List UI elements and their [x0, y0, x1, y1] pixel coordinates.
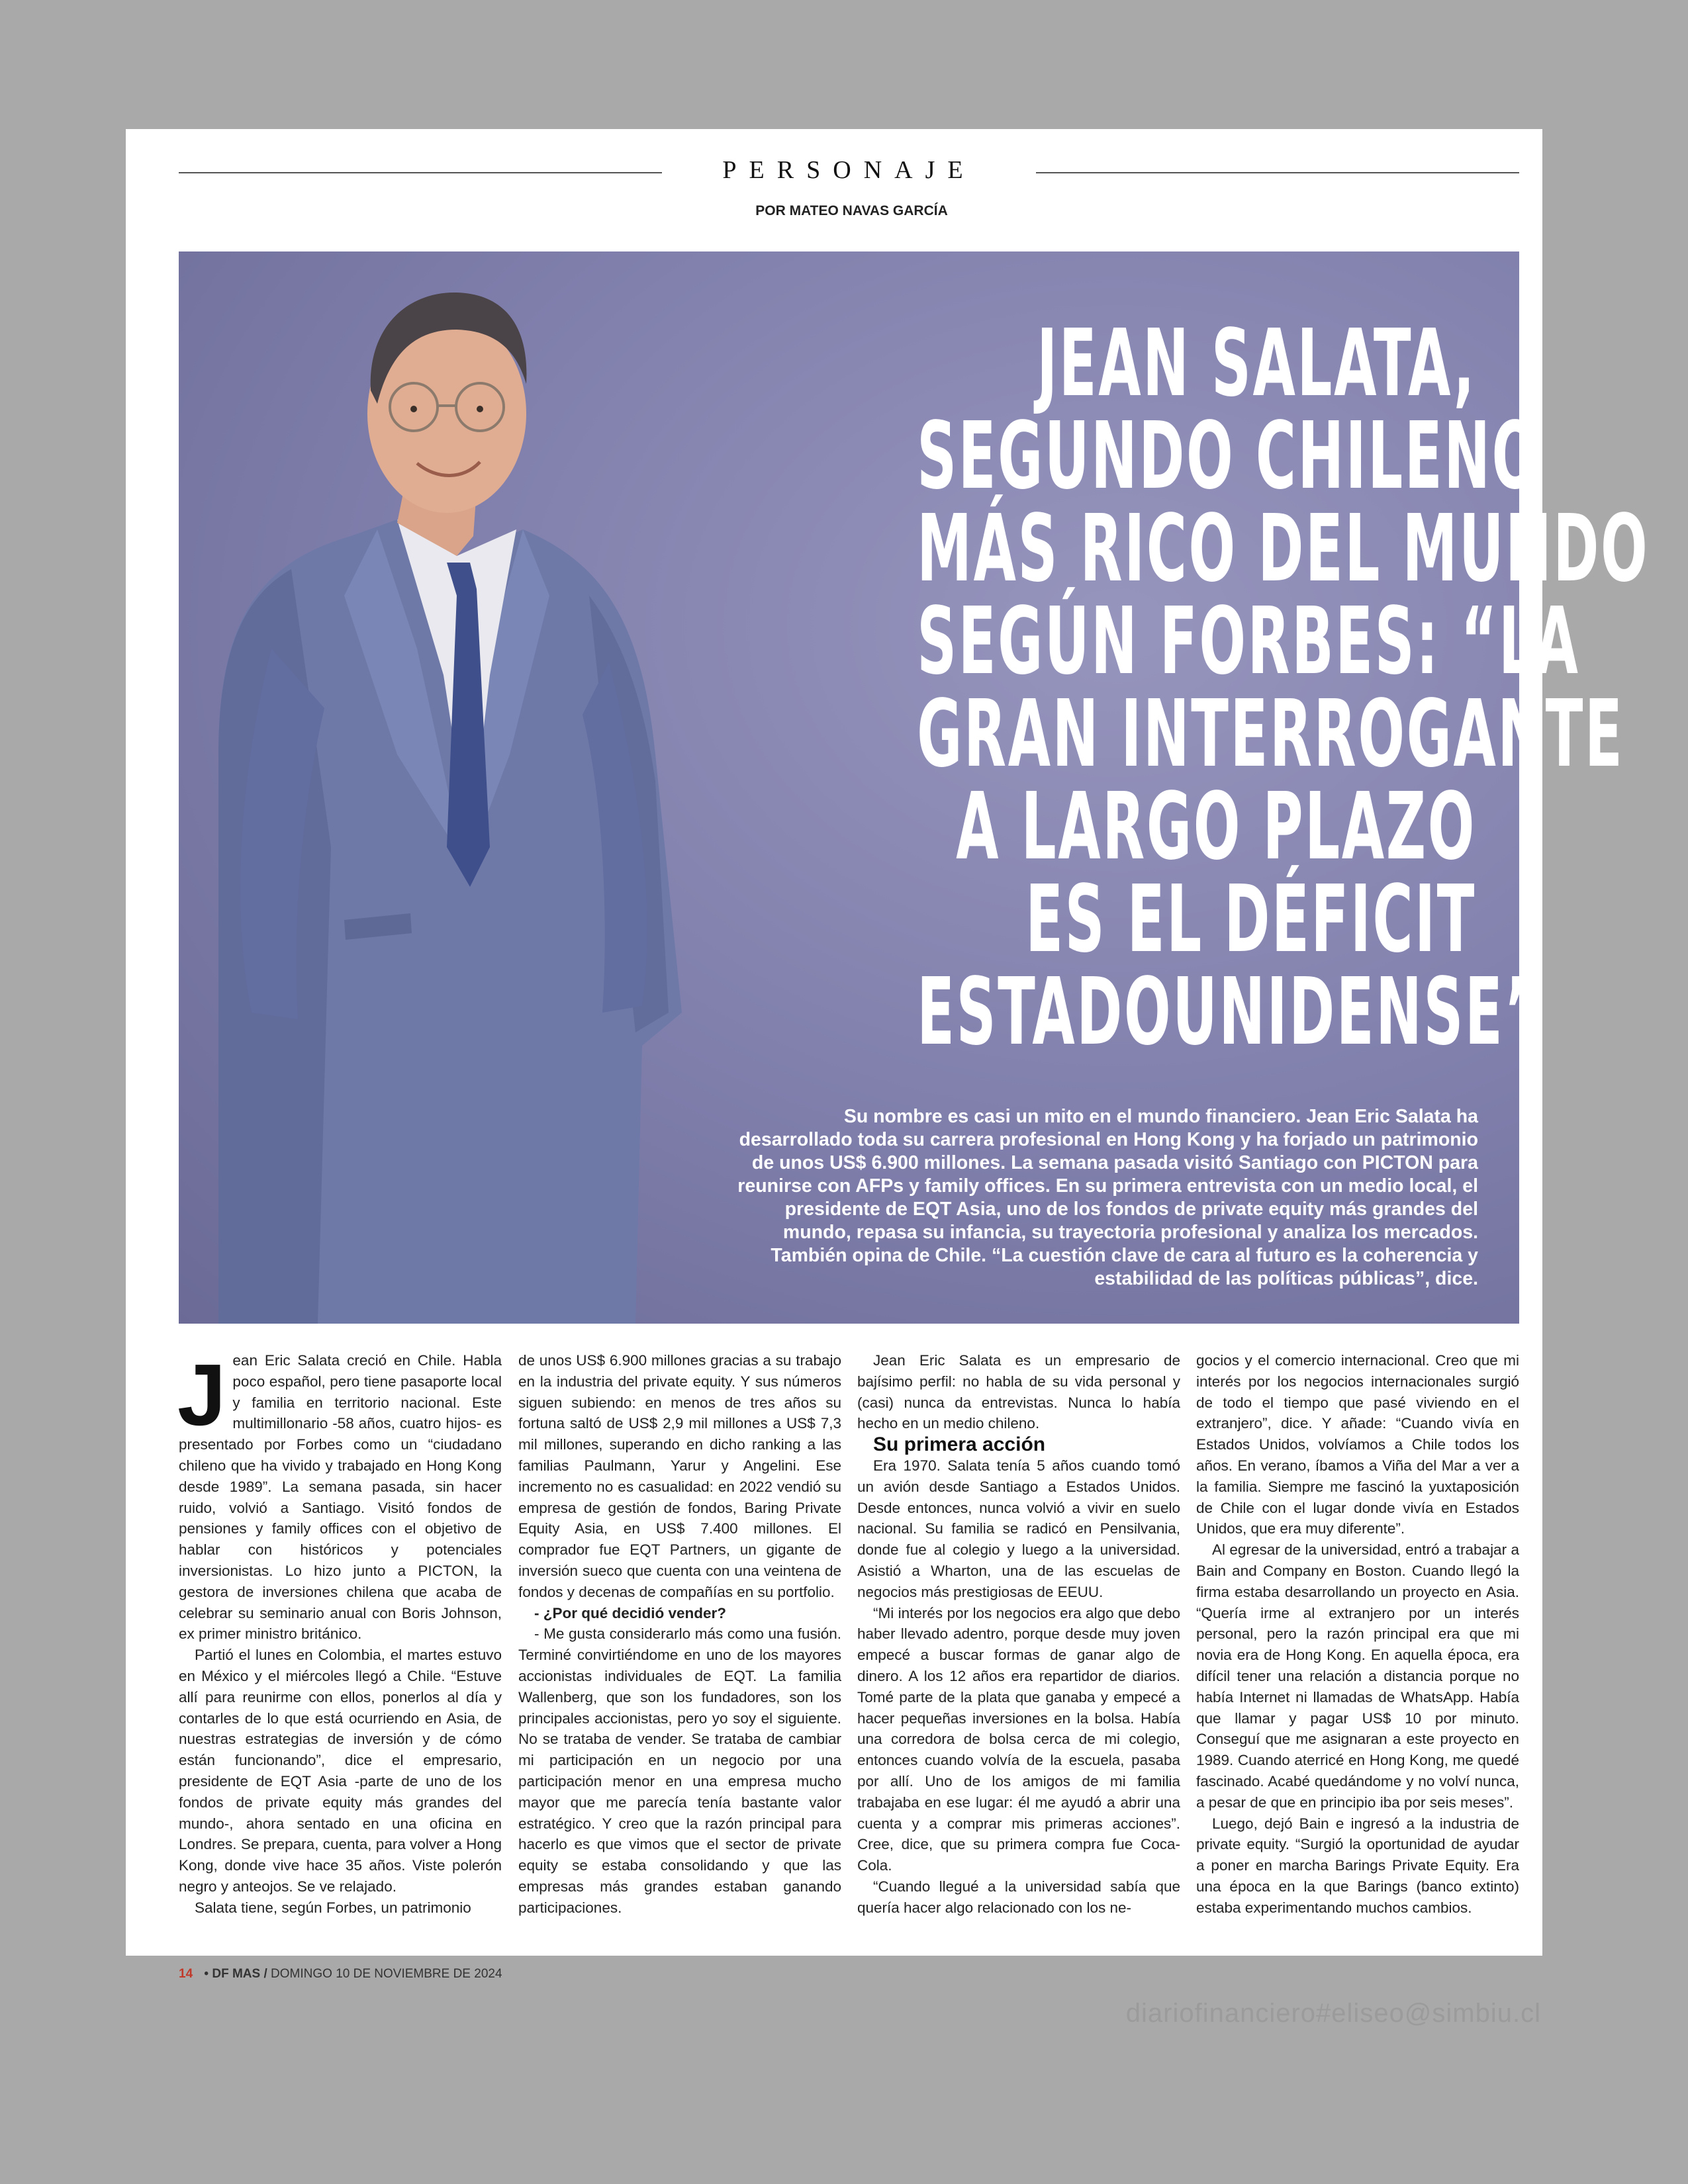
subheading: Su primera acción	[873, 1433, 1046, 1456]
headline	[917, 310, 1650, 1066]
headline-line: JEAN SALATA,	[1037, 310, 1476, 418]
headline-line: MÁS RICO DEL MUNDO	[917, 495, 1650, 603]
column-4	[1196, 1350, 1519, 1919]
portrait-illustration	[179, 251, 682, 1324]
article-body	[177, 1346, 1519, 1919]
byline: POR MATEO NAVAS GARCÍA	[755, 203, 948, 218]
page-number: 14	[179, 1967, 193, 1981]
paragraph	[177, 1346, 502, 1645]
headline-line: GRAN INTERROGANTE	[917, 680, 1624, 788]
paragraph: Salata tiene, según Forbes, un patrimonio	[195, 1899, 471, 1916]
paragraph: Luego, dejó Bain e ingresó a la industria de private equity. “Surgió la oportunidad de ayudar a poner en marcha Barings Private Equity. Era una época en la que Barings (banco extinto) estaba experimentando muchos cambios.	[1196, 1815, 1519, 1916]
paragraph: gocios y el comercio internacional. Creo que mi interés por los negocios internacionales surgió de todo el tiempo que pasé viviendo en el extranjero”, dice. Y añade: “Cuando vivía en Estados Unidos, volvíamos a Chile todos los años. En verano, íbamos a Viña del Mar a ver a la familia. Siempre me fascinó la yuxtaposición de Chile con el lugar donde vivía en Estados Unidos, que era muy diferente”.	[1196, 1352, 1519, 1537]
paragraph: Al egresar de la universidad, entró a trabajar a Bain and Company en Boston. Cuando llegó la firma estaba desarrollando un proyecto en Asia. “Quería irme al extranjero por un interés personal, pero la razón principal era que mi novia era de Hong Kong. En aquella época, era difícil tener una relación a distancia porque no había Internet ni llamadas de WhatsApp. Había que llamar y pagar US$ 10 por minuto. Conseguí que me asignaran a este proyecto en 1989. Cuando aterricé en Hong Kong, me quedé fascinado. Acabé quedándome y no volví nunca, a pesar de que en principio iba por seis meses”.	[1196, 1541, 1519, 1811]
column-2	[518, 1350, 841, 1919]
interview-question: - ¿Por qué decidió vender?	[534, 1604, 727, 1621]
paragraph: “Cuando llegué a la universidad sabía que quería hacer algo relacionado con los ne-	[857, 1878, 1180, 1916]
issue-date: DOMINGO 10 DE NOVIEMBRE DE 2024	[271, 1967, 502, 1981]
magazine-page	[126, 129, 1650, 1956]
headline-line: ESTADOUNIDENSE”	[917, 958, 1542, 1066]
headline-line: SEGÚN FORBES: “LA	[917, 588, 1580, 696]
watermark: diariofinanciero#eliseo@simbiu.cl	[1125, 1999, 1541, 2028]
drop-cap: J	[177, 1346, 226, 1443]
page-footer	[179, 1967, 502, 1981]
paragraph: - Me gusta considerarlo más como una fusión. Terminé convirtiéndome en uno de los mayores accionistas individuales de EQT. La familia Wallenberg, que son los fundadores, son los principales accionistas, pero yo soy el siguiente. No se trataba de vender. Se trataba de cambiar mi participación en un negocio por una participación menor en una empresa mucho mayor que me parecía tenía bastante valor estratégico. Y creo que la razón principal para hacerlo es que vimos que el sector de private equity se estaba consolidando y que las empresas más grandes estaban ganando participaciones.	[518, 1625, 841, 1916]
paragraph: Era 1970. Salata tenía 5 años cuando tomó un avión desde Santiago a Estados Unidos. Desde entonces, nunca volvió a vivir en suelo nacional. Su familia se radicó en Pensilvania, donde fue al colegio y luego a la universidad. Asistió a Wharton, una de las escuelas de negocios más prestigiosas de EEUU.	[857, 1457, 1180, 1600]
header-rule-left	[179, 172, 662, 173]
column-3	[857, 1350, 1180, 1919]
column-1	[177, 1346, 502, 1919]
lede-paragraph: Su nombre es casi un mito en el mundo financiero. Jean Eric Salata ha desarrollado toda su carrera profesional en Hong Kong y ha forjado un patrimonio de unos US$ 6.900 millones. La semana pasada visitó Santiago con PICTON para reunirse con AFPs y family offices. En su primera entrevista con un medio local, el presidente de EQT Asia, uno de los fondos de private equity más grandes del mundo, repasa su infancia, su trayectoria profesional y analiza los mercados. También opina de Chile. “La cuestión clave de cara al futuro es la coherencia y estabilidad de las políticas públicas”, dice.	[737, 1106, 1478, 1289]
paragraph: de unos US$ 6.900 millones gracias a su trabajo en la industria del private equity. Y sus números siguen subiendo: en menos de tres años su fortuna saltó de US$ 2,9 mil millones a US$ 7,3 mil millones, superando en dicho ranking a las familias Paulmann, Yarur y Angelini. Ese incremento no es casualidad: en 2022 vendió su empresa de gestión de fondos, Baring Private Equity Asia, en US$ 7.400 millones. El comprador fue EQT Partners, un gigante de inversión sueco que cuenta con una veintena de fondos y decenas de compañías en su portfolio.	[518, 1352, 841, 1600]
headline-line: A LARGO PLAZO	[956, 773, 1476, 881]
headline-line: ES EL DÉFICIT	[1025, 866, 1476, 974]
headline-line: SEGUNDO CHILENO	[917, 402, 1540, 510]
paragraph: Partió el lunes en Colombia, el martes estuvo en México y el miércoles llegó a Chile. “Estuve allí para reunirme con ellos, ponerlos al día y contarles de lo que está ocurriendo en Asia, de nuestras estrategias de inversión y de cómo están funcionando”, dice el empresario, presidente de EQT Asia -parte de uno de los fondos de private equity más grandes del mundo-, ahora sentado en una oficina en Londres. Se prepara, cuenta, para volver a Hong Kong, donde vive hace 35 años. Viste polerón negro y anteojos. Se ve relajado.	[179, 1647, 502, 1895]
publication-name: • DF MAS /	[204, 1967, 267, 1981]
hero-photo	[179, 251, 1650, 1324]
paragraph: “Mi interés por los negocios era algo que debo haber llevado adentro, porque desde muy joven empecé a buscar formas de ganar algo de dinero. A los 12 años era repartidor de diarios. Tomé parte de la plata que ganaba y empecé a hacer pequeñas inversiones en la bolsa. Había una corredora de bolsa cerca de mi colegio, entonces cuando volvía de la escuela, pasaba por allí. Uno de los amigos de mi familia trabajaba en ese lugar: él me ayudó a abrir una cuenta y a comprar mis primeras acciones”. Cree, dice, que su primera compra fue Coca-Cola.	[857, 1604, 1180, 1874]
paragraph-text: ean Eric Salata creció en Chile. Habla poco español, pero tiene pasaporte local y familia en territorio nacional. Este multimillonario -58 años, cuatro hijos- es presentado por Forbes como un “ciudadano chileno que ha vivido y trabajado en Hong Kong desde 1989”. La semana pasada, sin hacer ruido, volvió a Santiago. Visitó fondos de pensiones y family offices con el objetivo de hablar con históricos y potenciales inversionistas. Lo hizo junto a PICTON, la gestora de inversiones chilena que acaba de celebrar su seminario anual con Boris Johnson, ex primer ministro británico.	[179, 1352, 502, 1643]
section-label: PERSONAJE	[722, 156, 976, 184]
header-rule-right	[1036, 172, 1519, 173]
paragraph: Jean Eric Salata es un empresario de bajísimo perfil: no habla de su vida personal y (casi) nunca da entrevistas. Nunca lo había hecho en un medio chileno.	[857, 1352, 1180, 1432]
